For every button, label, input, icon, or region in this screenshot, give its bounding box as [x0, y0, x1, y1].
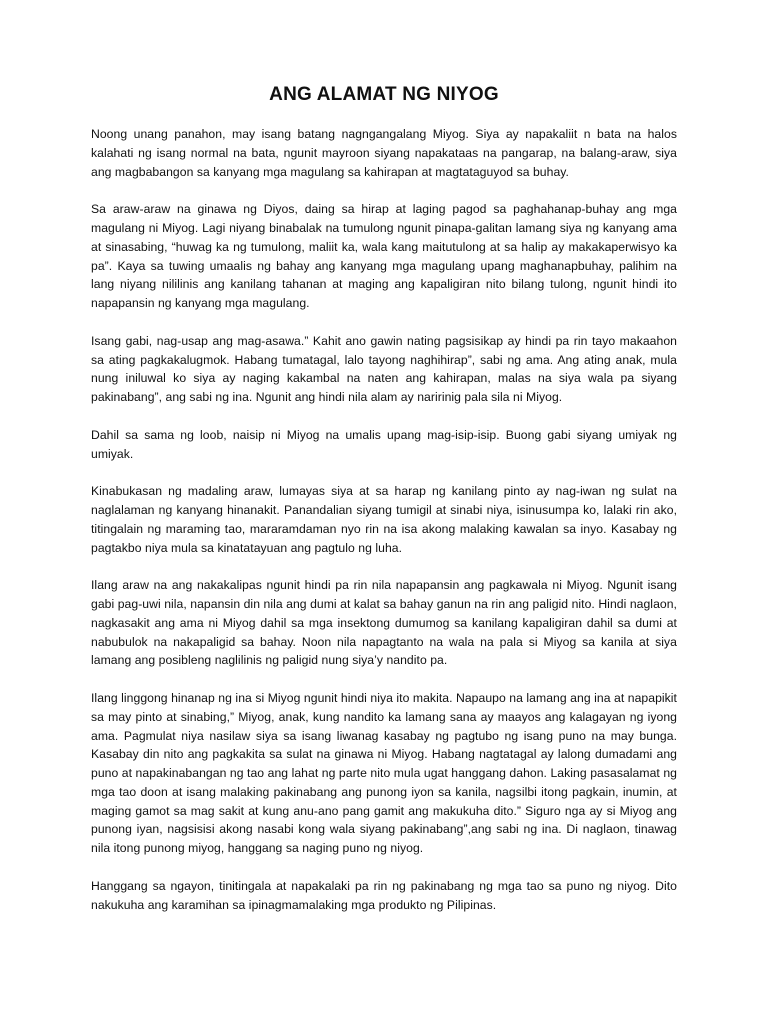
paragraph: Kinabukasan ng madaling araw, lumayas siya at sa harap ng kanilang pinto ay nag-iwan ng sulat na naglalaman ng kanyang hinanakit. Panandalian siyang tumigil at sinabi niya, isinusumpa ko, lalaki rin ako, titingalain ng maraming tao, mararamdaman nyo rin na isa akong malaking kawalan sa inyo. Kasabay ng pagtakbo niya mula sa kinatatayuan ang pagtulo ng luha. — [91, 484, 677, 555]
paragraph: Ilang araw na ang nakakalipas ngunit hindi pa rin nila napapansin ang pagkawala ni Miyog. Ngunit isang gabi pag-uwi nila, napansin din nila ang dumi at kalat sa bahay ganun na rin ang paligid nito. Hindi naglaon, nagkasakit ang ama ni Miyog dahil sa mga insektong dumumog sa kanilang kapaligiran dahil sa dumi at nabubulok na nakapaligid sa bahay. Noon nila napagtanto na wala na pala si Miyog sa kanila at siya lamang ang posibleng naglilinis ng paligid nung siya’y nandito pa. — [91, 578, 677, 668]
paragraph: Ilang linggong hinanap ng ina si Miyog ngunit hindi niya ito makita. Napaupo na lamang ang ina at napapikit sa may pinto at sinabing,” Miyog, anak, kung nandito ka lamang sana ay maayos ang kalagayan ng iyong ama. Pagmulat niya nasilaw siya sa isang liwanag kasabay ng pagtubo ng isang puno na may bunga. Kasabay din nito ang pagkakita sa sulat na ginawa ni Miyog. Habang nagtatagal ay lalong dumadami ang puno at napakinabangan ng tao ang lahat ng parte nito mula ugat hanggang dahon. Laking pasasalamat ng mga tao doon at isang malaking pakinabang ang punong iyon sa kanila, nagsilbi itong pagkain, inumin, at maging gamot sa mag sakit at kung anu-ano pang gamit ang makukuha dito.” Siguro nga ay si Miyog ang punong iyan, nagsisisi akong nasabi kong wala siyang pakinabang”,ang sabi ng ina. Di naglaon, tinawag nila itong punong miyog, hanggang sa naging puno ng niyog. — [91, 690, 677, 856]
paragraph: Hanggang sa ngayon, tinitingala at napakalaki pa rin ng pakinabang ng mga tao sa puno ng niyog. Dito nakukuha ang karamihan sa ipinagmamalaking mga produkto ng Pilipinas. — [91, 878, 677, 912]
paragraph: Dahil sa sama ng loob, naisip ni Miyog na umalis upang mag-isip-isip. Buong gabi siyang umiyak ng umiyak. — [91, 427, 677, 461]
paragraph: Isang gabi, nag-usap ang mag-asawa.” Kahit ano gawin nating pagsisikap ay hindi pa rin tayo makaahon sa ating pagkakalugmok. Habang tumatagal, lalo tayong naghihirap”, sabi ng ama. Ang ating anak, mula nung iniluwal ko siya ay naging kakambal na naten ang kahirapan, malas na siya wala pa siyang pakinabang”, ang sabi ng ina. Ngunit ang hindi nila alam ay naririnig pala sila ni Miyog. — [91, 333, 677, 405]
document-title: ANG ALAMAT NG NIYOG — [269, 84, 499, 105]
paragraph: Noong unang panahon, may isang batang nagngangalang Miyog. Siya ay napakaliit n bata na halos kalahati ng isang normal na bata, ngunit mayroon siyang napakataas na pangarap, na balang-araw, siya ang magbabangon sa kanyang mga magulang sa kahirapan at magtataguyod sa buhay. — [91, 127, 677, 179]
paragraph: Sa araw-araw na ginawa ng Diyos, daing sa hirap at laging pagod sa paghahanap-buhay ang mga magulang ni Miyog. Lagi niyang binabalak na tumulong ngunit pinapa-galitan lamang siya ng kanyang ama at sinasabing, “huwag ka ng tumulong, maliit ka, wala kang maitutulong at sa halip ay makakaperwisyo ka pa”. Kaya sa tuwing umaalis ng bahay ang kanyang mga magulang upang maghanapbuhay, palihim na lang niyang nililinis ang kanilang tahanan at maging ang kapaligiran nito bilang tulong, ngunit hindi ito napapansin ng kanyang mga magulang. — [91, 202, 677, 311]
